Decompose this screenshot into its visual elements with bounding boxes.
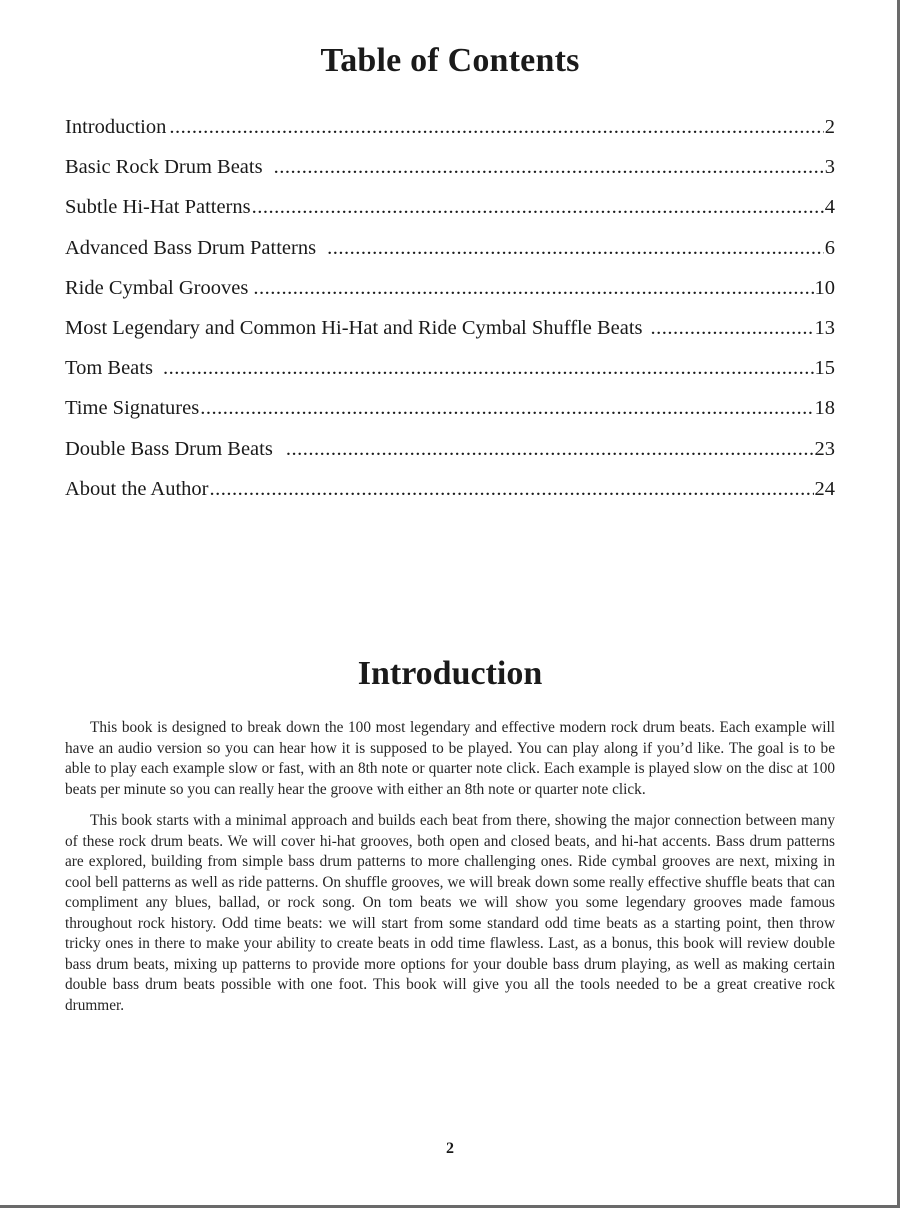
toc-dot-leader (169, 113, 823, 141)
toc-dot-leader (274, 153, 824, 181)
intro-title: Introduction (357, 655, 543, 692)
toc-entry-label: Ride Cymbal Grooves (65, 276, 249, 299)
toc-entry-label: Time Signatures (65, 397, 200, 420)
toc-dot-leader (253, 274, 813, 302)
toc-list (65, 113, 835, 515)
toc-dot-leader (200, 394, 813, 422)
toc-dot-leader (327, 234, 824, 262)
intro-paragraph: This book is designed to break down the 100 most legendary and effective modern rock drum beats. Each example will have an audio version so you can hear how it is supposed to be played. You can play along if you’d like. The goal is to be able to play each example slow or fast, with an 8th note or quarter note click. Each example is played slow on the disc at 100 beats per minute so you can really hear the groove with either an 8th note or quarter note click. (65, 719, 835, 798)
toc-title: Table of Contents (320, 42, 580, 79)
toc-entry-tom-beats[interactable] (65, 354, 835, 394)
toc-dot-leader (651, 314, 814, 342)
toc-entry-label: Introduction (65, 116, 167, 138)
toc-entry-subtle-hi-hat-patterns[interactable] (65, 193, 835, 233)
toc-entry-page: 3 (824, 156, 835, 179)
toc-entry-page: 24 (814, 477, 835, 500)
toc-entry-basic-rock-drum-beats[interactable] (65, 153, 835, 193)
toc-entry-page: 23 (814, 437, 835, 460)
toc-dot-leader (163, 354, 814, 382)
toc-entry-page: 10 (814, 276, 835, 299)
toc-entry-label: Double Bass Drum Beats (65, 437, 273, 460)
toc-entry-page: 18 (814, 397, 835, 420)
intro-paragraph: This book starts with a minimal approach and builds each beat from there, showing the major connection between many of these rock drum beats. We will cover hi-hat grooves, both open and closed beats, and hi-hat accents. Bass drum patterns are explored, building from simple bass drum patterns to more challenging ones. Ride cymbal grooves are next, mixing in cool bell patterns as well as ride patterns. On shuffle grooves, we will break down some really effective shuffle beats that can compliment any blues, ballad, or rock song. On tom beats we will show you some legendary grooves made famous throughout rock history. Odd time beats: we will start from some standard odd time beats as a starting point, then throw tricky ones in there to make your ability to create beats in odd time flawless. Last, as a bonus, this book will review double bass drum beats, mixing up patterns to provide more options for your double bass drum playing, as well as making certain double bass drum beats possible with one foot. This book will give you all the tools needed to be a great creative rock drummer. (65, 812, 835, 1014)
intro-body (65, 718, 835, 1027)
toc-dot-leader (286, 435, 814, 463)
toc-entry-label: About the Author (65, 477, 209, 500)
toc-dot-leader (210, 475, 814, 503)
toc-entry-label: Basic Rock Drum Beats (65, 156, 263, 179)
toc-entry-about-the-author[interactable] (65, 475, 835, 515)
toc-entry-label: Subtle Hi-Hat Patterns (65, 196, 251, 219)
toc-entry-label: Tom Beats (65, 357, 153, 380)
toc-entry-label: Advanced Bass Drum Patterns (65, 236, 317, 259)
toc-entry-page: 4 (824, 196, 835, 219)
toc-entry-page: 13 (814, 316, 835, 339)
page-number: 2 (446, 1140, 454, 1157)
toc-entry-page: 15 (814, 357, 835, 380)
toc-entry-shuffle-beats[interactable] (65, 314, 835, 354)
toc-entry-page: 2 (824, 116, 835, 138)
toc-dot-leader (252, 193, 824, 221)
toc-entry-label: Most Legendary and Common Hi-Hat and Ride Cymbal Shuffle Beats (65, 316, 643, 339)
toc-entry-double-bass-drum-beats[interactable] (65, 435, 835, 475)
toc-entry-introduction[interactable] (65, 113, 835, 153)
toc-entry-advanced-bass-drum-patterns[interactable] (65, 234, 835, 274)
toc-entry-ride-cymbal-grooves[interactable] (65, 274, 835, 314)
toc-entry-page: 6 (824, 236, 835, 259)
toc-entry-time-signatures[interactable] (65, 394, 835, 434)
